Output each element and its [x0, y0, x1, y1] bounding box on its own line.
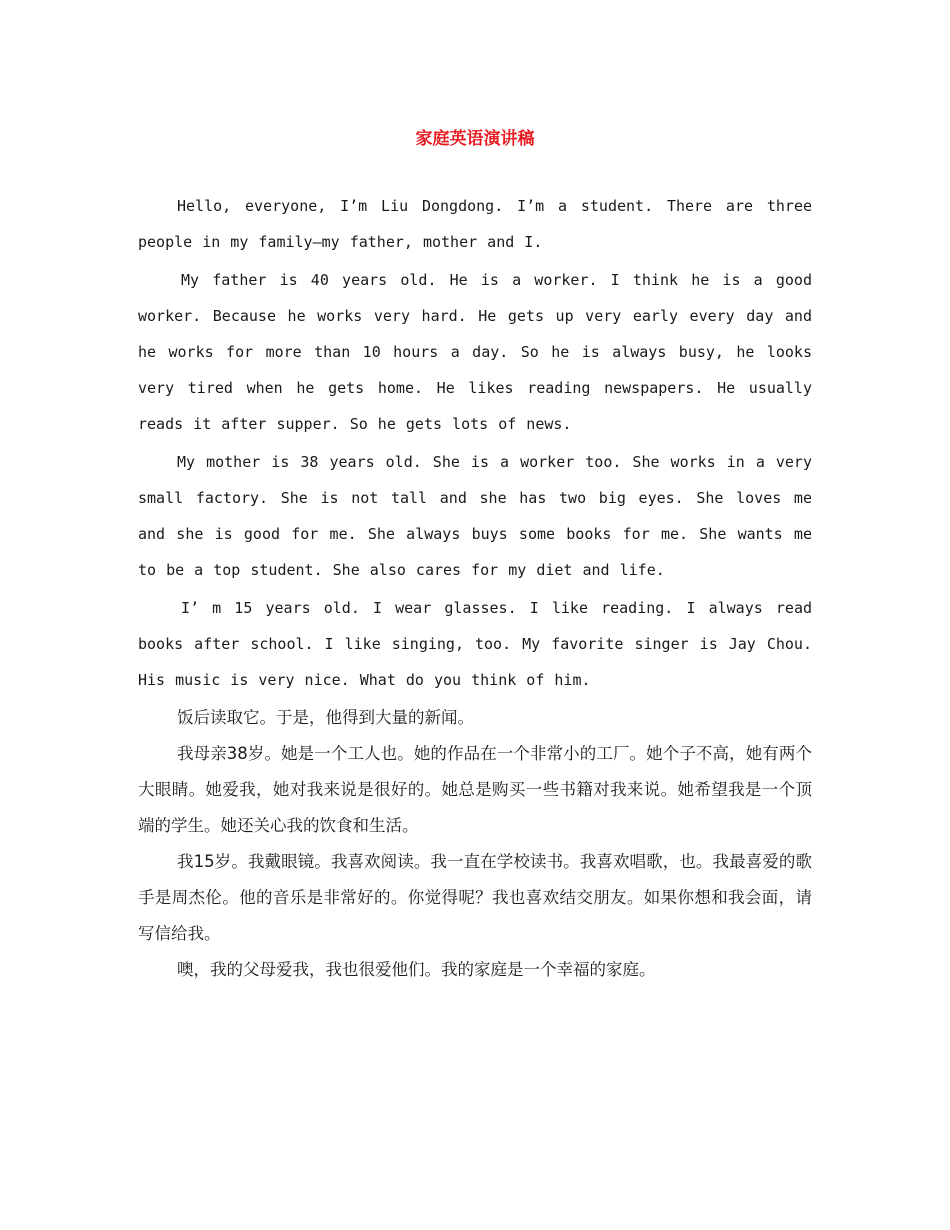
chinese-paragraph-family: 噢，我的父母爱我，我也很爱他们。我的家庭是一个幸福的家庭。	[177, 960, 656, 979]
english-paragraph-self: I’ m 15 years old. I wear glasses. I like reading. I always read books after school. I like singing, too. My favorite singer is Jay Chou. His music is very nice. What do you think of him.	[138, 599, 812, 689]
english-paragraph-mother: My mother is 38 years old. She is a worker too. She works in a very small factory. She is not tall and she has two big eyes. She loves me and she is good for me. She always buys some books for me. She wants me to be a top student. She also cares for my diet and life.	[138, 453, 812, 579]
page-title: 家庭英语演讲稿	[415, 129, 535, 149]
chinese-paragraph-news: 饭后读取它。于是，他得到大量的新闻。	[177, 708, 474, 727]
chinese-paragraph-self: 我15岁。我戴眼镜。我喜欢阅读。我一直在学校读书。我喜欢唱歌，也。我最喜爱的歌手是周杰伦。他的音乐是非常好的。你觉得呢？我也喜欢结交朋友。如果你想和我会面，请写信给我。	[138, 852, 812, 943]
english-paragraph-father: My father is 40 years old. He is a worker. I think he is a good worker. Because he works very hard. He gets up very early every day and he works for more than 10 hours a day. So he is always busy, he looks very tired when he gets home. He likes reading newspapers. He usually reads it after supper. So he gets lots of news.	[138, 271, 812, 433]
document-body	[138, 188, 812, 988]
english-paragraph-intro: Hello, everyone, I’m Liu Dongdong. I’m a student. There are three people in my family—my father, mother and I.	[138, 197, 812, 251]
chinese-paragraph-mother: 我母亲38岁。她是一个工人也。她的作品在一个非常小的工厂。她个子不高，她有两个大眼睛。她爱我，她对我来说是很好的。她总是购买一些书籍对我来说。她希望我是一个顶端的学生。她还关心我的饮食和生活。	[138, 744, 812, 835]
